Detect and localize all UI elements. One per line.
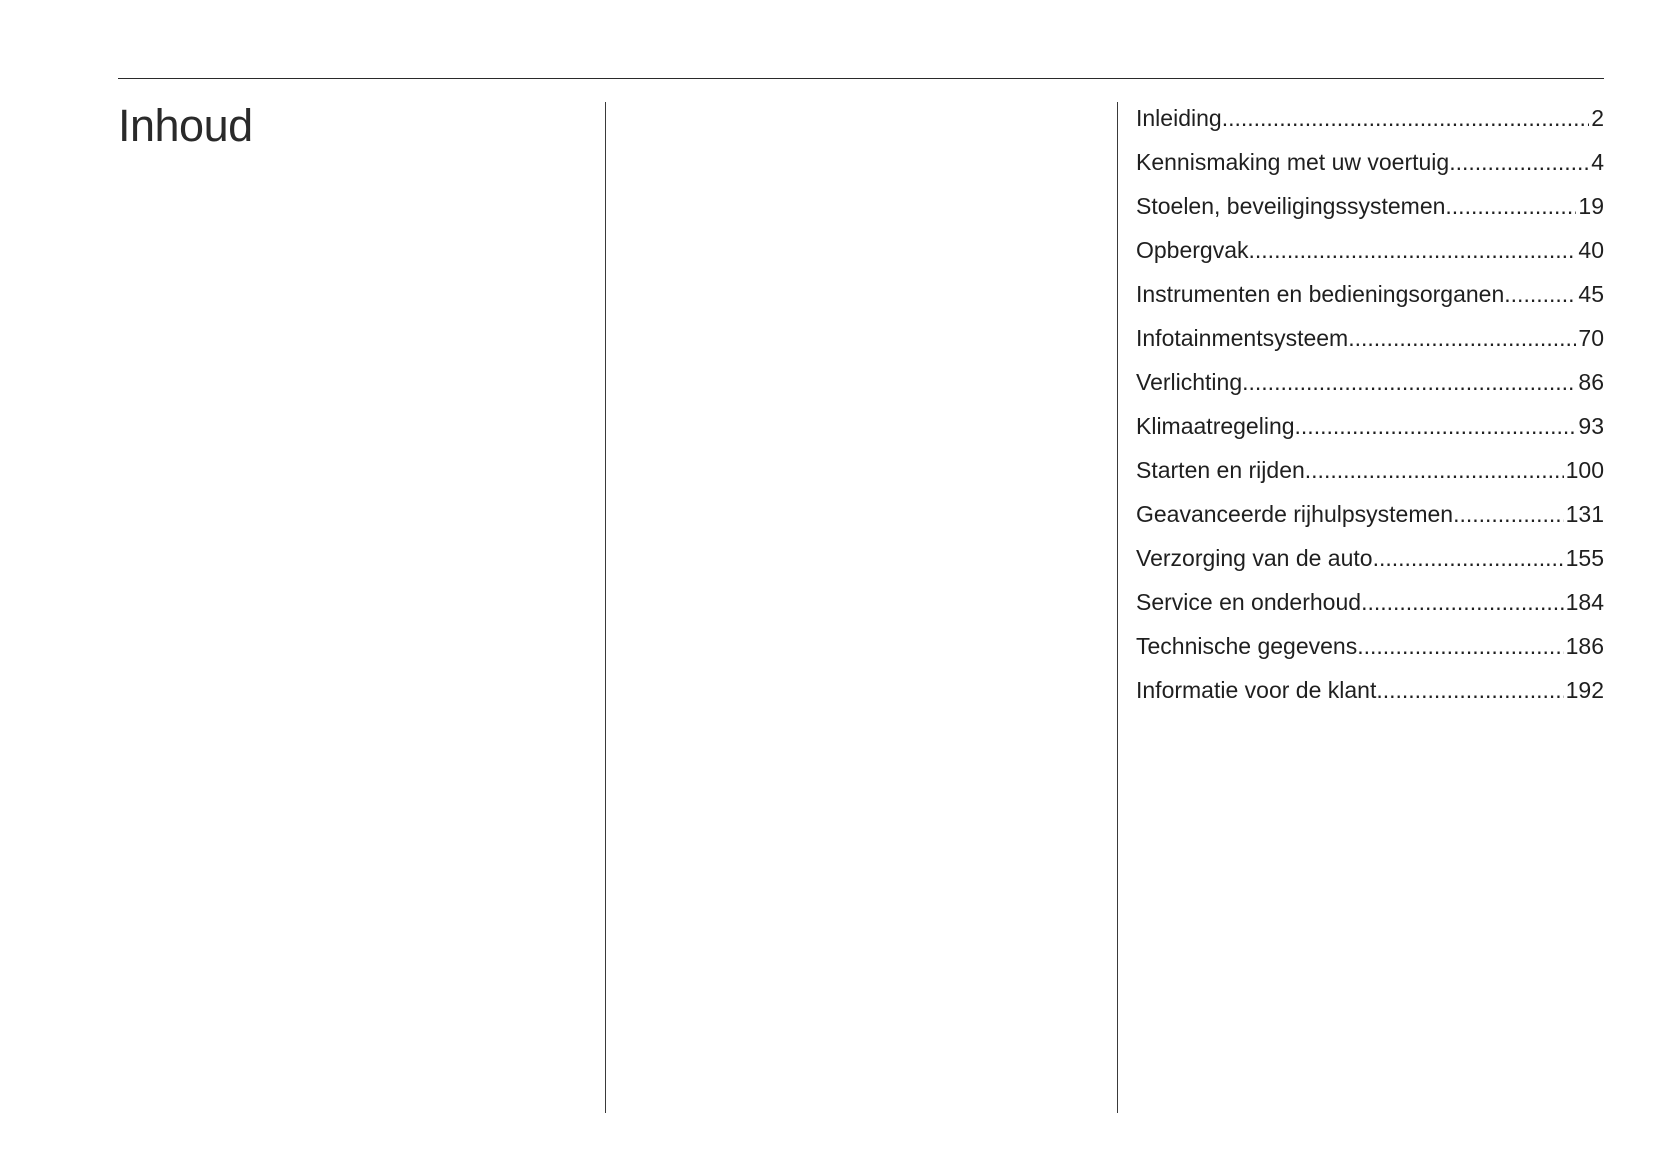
toc-dot-leader xyxy=(1222,96,1590,140)
toc-dot-leader xyxy=(1305,448,1564,492)
toc-entry-label: Technische gegevens xyxy=(1136,633,1358,659)
toc-page-number: 86 xyxy=(1578,369,1604,395)
column-divider-right xyxy=(1117,102,1118,1113)
table-of-contents xyxy=(1136,96,1604,712)
toc-dot-leader xyxy=(1453,492,1564,536)
toc-entry-klimaatregeling[interactable] xyxy=(1136,404,1604,448)
toc-entry-label: Geavanceerde rijhulpsystemen xyxy=(1136,501,1454,527)
toc-entry-label: Opbergvak xyxy=(1136,237,1249,263)
toc-dot-leader xyxy=(1376,668,1563,712)
header-rule xyxy=(118,78,1604,79)
toc-dot-leader xyxy=(1249,228,1577,272)
toc-dot-leader xyxy=(1373,536,1564,580)
toc-entry-label: Stoelen, beveiligingssystemen xyxy=(1136,193,1446,219)
toc-entry-inleiding[interactable] xyxy=(1136,96,1604,140)
toc-entry-label: Klimaatregeling xyxy=(1136,413,1295,439)
toc-entry-infotainmentsysteem[interactable] xyxy=(1136,316,1604,360)
toc-dot-leader xyxy=(1348,316,1576,360)
toc-entry-opbergvak[interactable] xyxy=(1136,228,1604,272)
toc-dot-leader xyxy=(1242,360,1576,404)
page-title: Inhoud xyxy=(118,100,253,151)
toc-dot-leader xyxy=(1445,184,1576,228)
toc-page-number: 45 xyxy=(1578,281,1604,307)
toc-entry-kennismaking[interactable] xyxy=(1136,140,1604,184)
toc-entry-label: Infotainmentsysteem xyxy=(1136,325,1349,351)
toc-page-number: 93 xyxy=(1578,413,1604,439)
toc-entry-verzorging[interactable] xyxy=(1136,536,1604,580)
toc-dot-leader xyxy=(1295,404,1577,448)
toc-page-number: 155 xyxy=(1565,545,1604,571)
toc-page-number: 70 xyxy=(1578,325,1604,351)
toc-page-number: 131 xyxy=(1565,501,1604,527)
toc-entry-label: Verlichting xyxy=(1136,369,1243,395)
toc-entry-service[interactable] xyxy=(1136,580,1604,624)
toc-entry-label: Kennismaking met uw voertuig xyxy=(1136,149,1450,175)
toc-entry-label: Verzorging van de auto xyxy=(1136,545,1373,571)
toc-page-number: 19 xyxy=(1578,193,1604,219)
toc-entry-technische-gegevens[interactable] xyxy=(1136,624,1604,668)
toc-page-number: 40 xyxy=(1578,237,1604,263)
toc-entry-klantinformatie[interactable] xyxy=(1136,668,1604,712)
column-divider-left xyxy=(605,102,606,1113)
toc-entry-label: Starten en rijden xyxy=(1136,457,1305,483)
toc-dot-leader xyxy=(1357,624,1563,668)
toc-dot-leader xyxy=(1361,580,1564,624)
toc-page-number: 2 xyxy=(1591,105,1604,131)
toc-entry-instrumenten[interactable] xyxy=(1136,272,1604,316)
toc-page-number: 192 xyxy=(1565,677,1604,703)
toc-entry-label: Informatie voor de klant xyxy=(1136,677,1377,703)
toc-page-number: 100 xyxy=(1565,457,1604,483)
toc-dot-leader xyxy=(1449,140,1589,184)
toc-entry-label: Instrumenten en bedieningsorganen xyxy=(1136,281,1505,307)
toc-entry-starten-en-rijden[interactable] xyxy=(1136,448,1604,492)
toc-entry-label: Inleiding xyxy=(1136,105,1222,131)
toc-entry-stoelen[interactable] xyxy=(1136,184,1604,228)
toc-entry-label: Service en onderhoud xyxy=(1136,589,1362,615)
toc-page-number: 186 xyxy=(1565,633,1604,659)
toc-entry-rijhulpsystemen[interactable] xyxy=(1136,492,1604,536)
toc-page-number: 184 xyxy=(1565,589,1604,615)
toc-entry-verlichting[interactable] xyxy=(1136,360,1604,404)
toc-page-number: 4 xyxy=(1591,149,1604,175)
toc-dot-leader xyxy=(1504,272,1576,316)
